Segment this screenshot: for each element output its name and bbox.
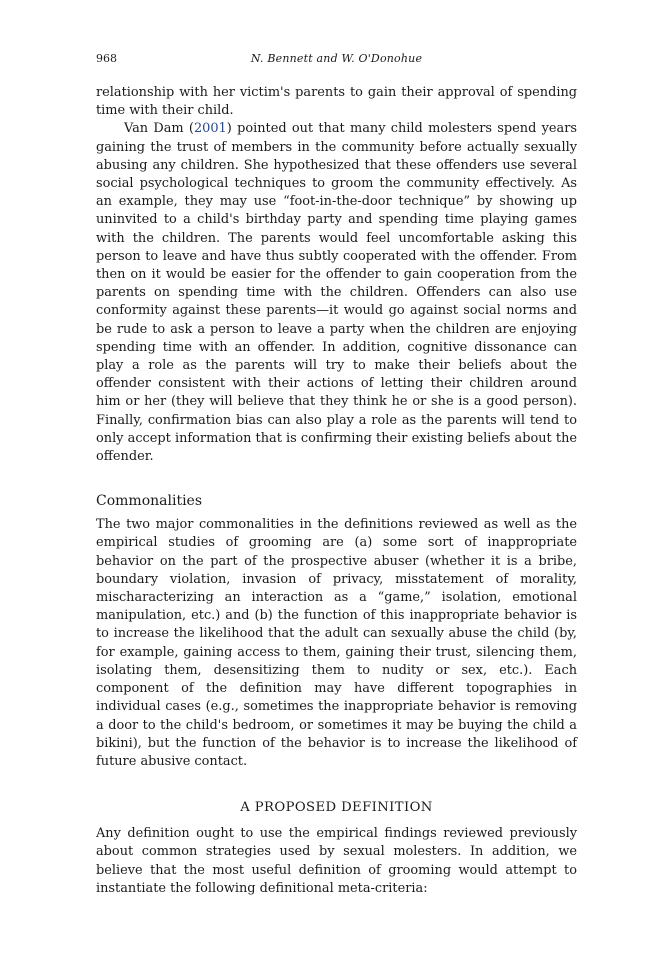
paragraph-continued: relationship with her victim's parents to gain their approval of spending time with their child.	[96, 85, 577, 119]
paragraph-definition-intro: Any definition ought to use the empirical findings reviewed previously about common strategies used by sexual molesters. In addition, we believe that the most useful definition of grooming would attempt to instantiate the following definitional meta-criteria:	[96, 826, 577, 896]
section-heading-proposed-definition: A PROPOSED DEFINITION	[240, 800, 433, 816]
subheading-commonalities: Commonalities	[96, 493, 203, 510]
page-header	[96, 52, 577, 70]
paragraph-commonalities: The two major commonalities in the definitions reviewed as well as the empirical studies of grooming are (a) some sort of inappropriate behavior on the part of the prospective abuser (whether it is a bribe, boundary violation, invasion of privacy, misstatement of morality, mischaracterizing an interaction as a “game,” isolation, emotional manipulation, etc.) and (b) the function of this inappropriate behavior is to increase the likelihood that the adult can sexually abuse the child (by, for example, gaining access to them, gaining their trust, silencing them, isolating them, desensitizing them to nudity or sex, etc.). Each component of the definition may have different topographies in individual cases (e.g., sometimes the inappropriate behavior is removing a door to the child's bedroom, or sometimes it may be buying the child a bikini), but the function of the behavior is to increase the likelihood of future abusive contact.	[96, 517, 577, 769]
citation-link-2001[interactable]: 2001	[193, 121, 227, 137]
paragraph-van-dam-rest: ) pointed out that many child molesters spend years gaining the trust of members in the community before actually sexually abusing any children. She hypothesized that these offenders use several social psychological techniques to groom the community effectively. As an example, they may use “foot-in-the-door technique” by showing up uninvited to a child's birthday party and spending time playing games with the children. The parents would feel uncomfortable asking this person to leave and have thus subtly cooperated with the offender. From then on it would be easier for the offender to gain cooperation from the parents on spending time with the children. Offenders can also use conformity against these parents—it would go against social norms and be rude to ask a person to leave a party when the children are enjoying spending time with an offender. In addition, cognitive dissonance can play a role as the parents will try to make their beliefs about the offender consistent with their actions of letting their children around him or her (they will believe that they think he or she is a good person). Finally, confirmation bias can also play a role as the parents will tend to only accept information that is confirming their existing beliefs about the offender.	[96, 121, 577, 465]
paragraph-van-dam-start: Van Dam (	[124, 121, 194, 137]
page-number: 968	[96, 52, 117, 65]
running-head: N. Bennett and W. O'Donohue	[250, 52, 423, 65]
paragraph-van-dam	[96, 120, 577, 466]
body-text	[96, 84, 577, 898]
